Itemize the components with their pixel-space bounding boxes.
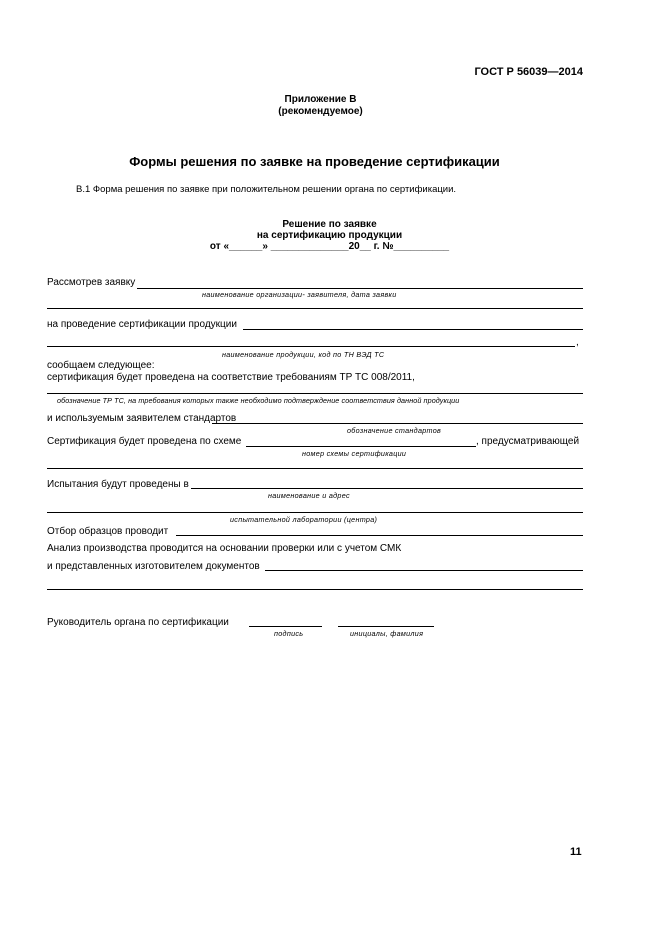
label-signature: Руководитель органа по сертификации <box>47 617 229 628</box>
hint-tests-2: испытательной лаборатории (центра) <box>230 515 378 524</box>
hint-product: наименование продукции, код по ТН ВЭД ТС <box>222 350 385 359</box>
field-line-sign[interactable] <box>249 626 322 627</box>
label-considered: Рассмотрев заявку <box>47 277 136 288</box>
field-line-considered[interactable] <box>137 288 583 289</box>
field-line-cert-product[interactable] <box>243 329 583 330</box>
label-docs: и представленных изготовителем документов <box>47 561 260 572</box>
label-analysis: Анализ производства проводится на основании проверки или с учетом СМК <box>47 543 402 554</box>
field-line-standards[interactable] <box>212 423 583 424</box>
label-sampling: Отбор образцов проводит <box>47 526 169 537</box>
hint-considered: наименование организации- заявителя, дата заявки <box>202 290 397 299</box>
hint-tr: обозначение ТР ТС, на требования которых также необходимо подтверждение соответствия данной продукции <box>57 396 460 405</box>
field-line-scheme-2[interactable] <box>47 468 583 469</box>
field-line-scheme[interactable] <box>246 446 476 447</box>
hint-name: инициалы, фамилия <box>350 629 424 638</box>
form-header-line3: от «______» ______________20__ г. №__________ <box>209 241 450 252</box>
field-line-name[interactable] <box>338 626 434 627</box>
hint-sign: подпись <box>274 629 304 638</box>
label-standards: и используемым заявителем стандартов <box>47 413 237 424</box>
hint-tests-1: наименование и адрес <box>268 491 350 500</box>
field-line-docs[interactable] <box>265 570 583 571</box>
hint-standards: обозначение стандартов <box>347 426 442 435</box>
field-line-sampling[interactable] <box>176 535 583 536</box>
field-line-product-name[interactable] <box>47 346 575 347</box>
intro-text: В.1 Форма решения по заявке при положительном решении органа по сертификации. <box>76 184 457 195</box>
field-line-considered-2[interactable] <box>47 308 583 309</box>
page-number: 11 <box>570 846 582 858</box>
field-line-docs-2[interactable] <box>47 589 583 590</box>
label-scheme-suffix: , предусматривающей <box>476 436 580 447</box>
hint-scheme: номер схемы сертификации <box>302 449 407 458</box>
label-tests: Испытания будут проведены в <box>47 479 189 490</box>
form-header-line1: Решение по заявке <box>282 219 377 230</box>
appendix-title: Приложение В <box>284 94 357 105</box>
label-cert-product: на проведение сертификации продукции <box>47 319 237 330</box>
label-cert-req: сертификация будет проведена на соответствие требованиям ТР ТС 008/2011, <box>47 372 415 383</box>
label-inform: сообщаем следующее: <box>47 360 155 371</box>
field-line-tests-2[interactable] <box>47 512 583 513</box>
label-scheme: Сертификация будет проведена по схеме <box>47 436 242 447</box>
field-line-tests[interactable] <box>191 488 583 489</box>
doc-code: ГОСТ Р 56039—2014 <box>474 66 583 78</box>
appendix-subtitle: (рекомендуемое) <box>278 106 363 117</box>
form-header-line2: на сертификацию продукции <box>256 230 403 241</box>
field-line-tr[interactable] <box>47 393 583 394</box>
product-comma: , <box>576 337 579 348</box>
main-title: Формы решения по заявке на проведение сертификации <box>129 154 500 169</box>
